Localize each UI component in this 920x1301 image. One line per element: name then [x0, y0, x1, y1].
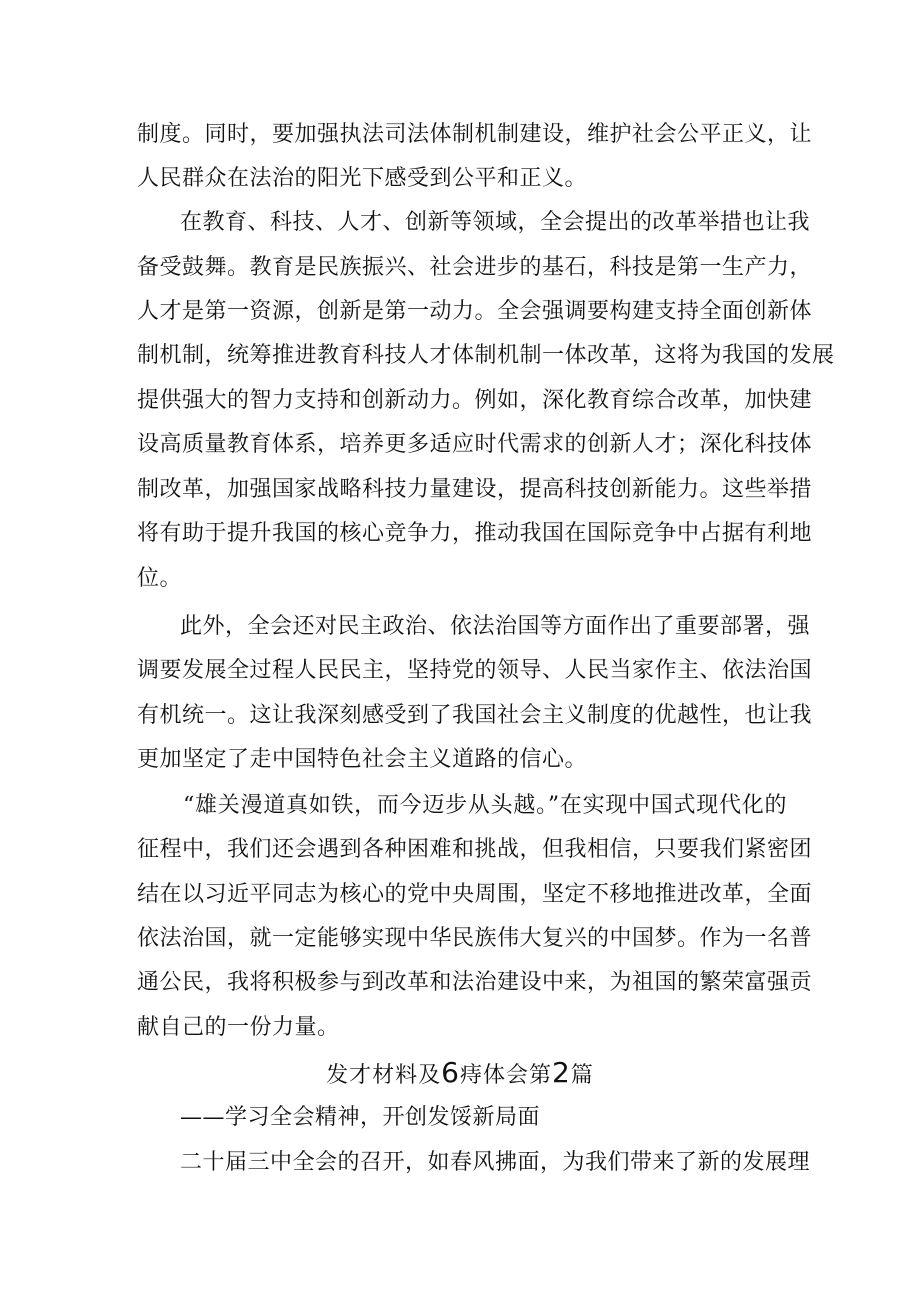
paragraph-5-line-1: 二十届三中全会的召开，如春风拂面，为我们带来了新的发展理	[180, 1150, 811, 1175]
paragraph-2-line-8: 将有助于提升我国的核心竞争力，推动我国在国际竞争中占据有利地	[137, 521, 813, 546]
paragraph-4-line-4: 依法治国，就一定能够实现中华民族伟大复兴的中国梦。作为一名普	[137, 926, 813, 951]
paragraph-4-line-5: 通公民，我将积极参与到改革和法治建设中来，为祖国的繁荣富强贡	[137, 970, 813, 995]
heading-number-2: 2	[552, 1056, 571, 1089]
paragraph-3-line-2: 调要发展全过程人民民主，坚持党的领导、人民当家作主、依法治国	[137, 658, 813, 683]
paragraph-1-line-1: 制度。同时，要加强执法司法体制机制建设，维护社会公平正义，让	[137, 122, 813, 147]
paragraph-4-line-2: 征程中，我们还会遇到各种困难和挑战，但我相信，只要我们紧密团	[137, 837, 813, 862]
paragraph-2-line-4: 制机制，统筹推进教育科技人才体制机制一体改革，这将为我国的发展	[137, 343, 835, 368]
section-heading	[0, 1058, 920, 1091]
paragraph-2-line-9: 位。	[137, 566, 183, 591]
section-subtitle: ——学习全会精神，开创发馁新局面	[180, 1105, 541, 1130]
paragraph-2-line-3: 人才是第一资源，创新是第一动力。全会强调要构建支持全面创新体	[137, 299, 813, 324]
paragraph-1-line-2: 人民群众在法治的阳光下感受到公平和正义。	[137, 166, 588, 191]
paragraph-3-line-4: 更加坚定了走中国特色社会主义道路的信心。	[137, 747, 588, 772]
paragraph-2-line-5: 提供强大的智力支持和创新动力。例如，深化教育综合改革，加快建	[137, 388, 813, 413]
paragraph-2-line-7: 制改革，加强国家战略科技力量建设，提高科技创新能力。这些举措	[137, 477, 813, 502]
heading-number-1: 6	[441, 1056, 460, 1089]
paragraph-2-line-2: 备受鼓舞。教育是民族振兴、社会进步的基石，科技是第一生产力，	[137, 255, 813, 280]
paragraph-4-line-1: “雄关漫道真如铁，而今迈步从头越。”在实现中国式现代化的	[183, 793, 787, 818]
paragraph-2-line-1: 在教育、科技、人才、创新等领域，全会提出的改革举措也让我	[180, 210, 811, 235]
heading-text-1: 发才材料及	[326, 1063, 442, 1088]
paragraph-2-line-6: 设高质量教育体系，培养更多适应时代需求的创新人才；深化科技体	[137, 432, 813, 457]
paragraph-4-line-3: 结在以习近平同志为核心的党中央周围，坚定不移地推进改革，全面	[137, 882, 813, 907]
heading-text-2: 痔体会第	[459, 1063, 552, 1088]
paragraph-3-line-1: 此外，全会还对民主政治、依法治国等方面作出了重要部署，强	[180, 614, 811, 639]
heading-text-3: 篇	[570, 1063, 594, 1088]
paragraph-3-line-3: 有机统一。这让我深刻感受到了我国社会主义制度的优越性，也让我	[137, 703, 813, 728]
paragraph-4-line-6: 献自己的一份力量。	[137, 1015, 340, 1040]
